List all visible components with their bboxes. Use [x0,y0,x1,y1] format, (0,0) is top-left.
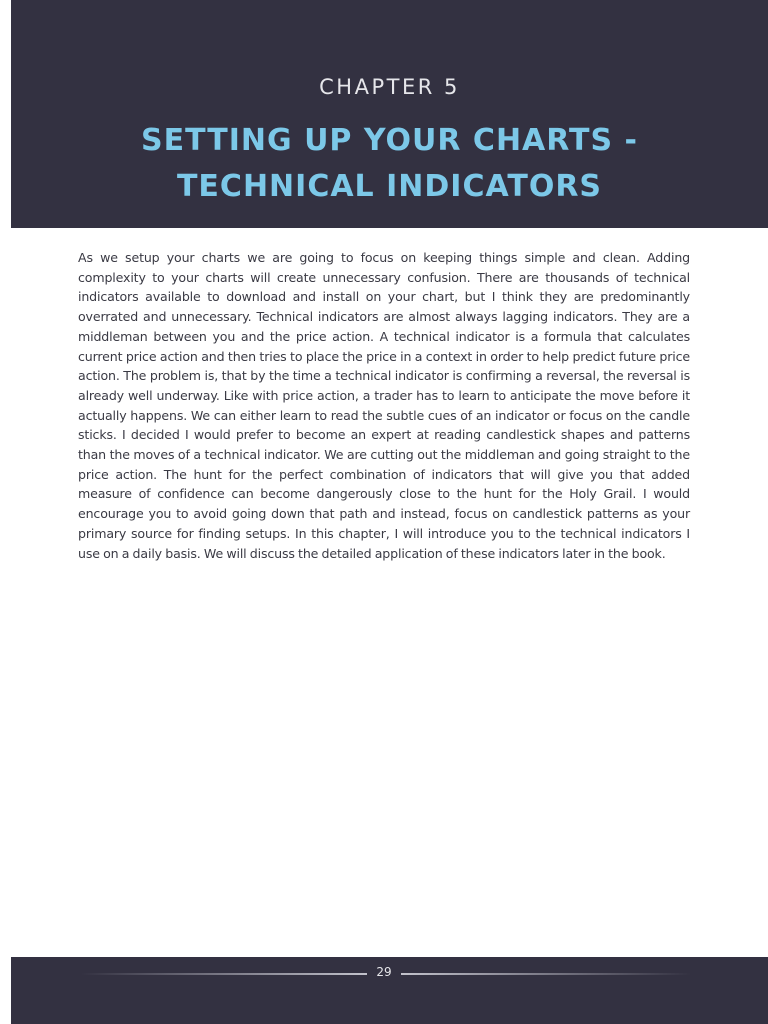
body-paragraph: As we setup your charts we are going to focus on keeping things simple and clean. Adding complexity to your charts will create unnecessary confusion. There are thousands of technical indicators available to download and install on your chart, but I think they are predominantly overrated and unnecessary. Technical indicators are almost always lagging indicators. They are a middleman between you and the price action. A technical indicator is a formula that calculates current price action and then tries to place the price in a context in order to help predict future price action. The problem is, that by the time a technical indicator is confirming a reversal, the reversal is already well underway. Like with price action, a trader has to learn to anticipate the move before it actually happens. We can either learn to read the subtle cues of an indicator or focus on the candle sticks. I decided I would prefer to become an expert at reading candlestick shapes and patterns than the moves of a technical indicator. We are cutting out the middleman and going straight to the price action. The hunt for the perfect combination of indicators that will give you that added measure of confidence can become dangerously close to the hunt for the Holy Grail. I would encourage you to avoid going down that path and instead, focus on candlestick patterns as your primary source for finding setups. In this chapter, I will introduce you to the technical indicators I use on a daily basis. We will discuss the detailed application of these indicators later in the book. [78,250,690,561]
chapter-label: CHAPTER 5 [319,75,460,99]
chapter-title-line-1: SETTING UP YOUR CHARTS - [141,123,638,158]
page-footer [11,957,768,1024]
footer-rule-right [401,973,691,975]
page-number: 29 [376,965,392,979]
chapter-title-line-2: TECHNICAL INDICATORS [176,169,603,204]
chapter-header [11,0,768,228]
chapter-title [11,118,768,210]
footer-rule-left [81,973,367,975]
